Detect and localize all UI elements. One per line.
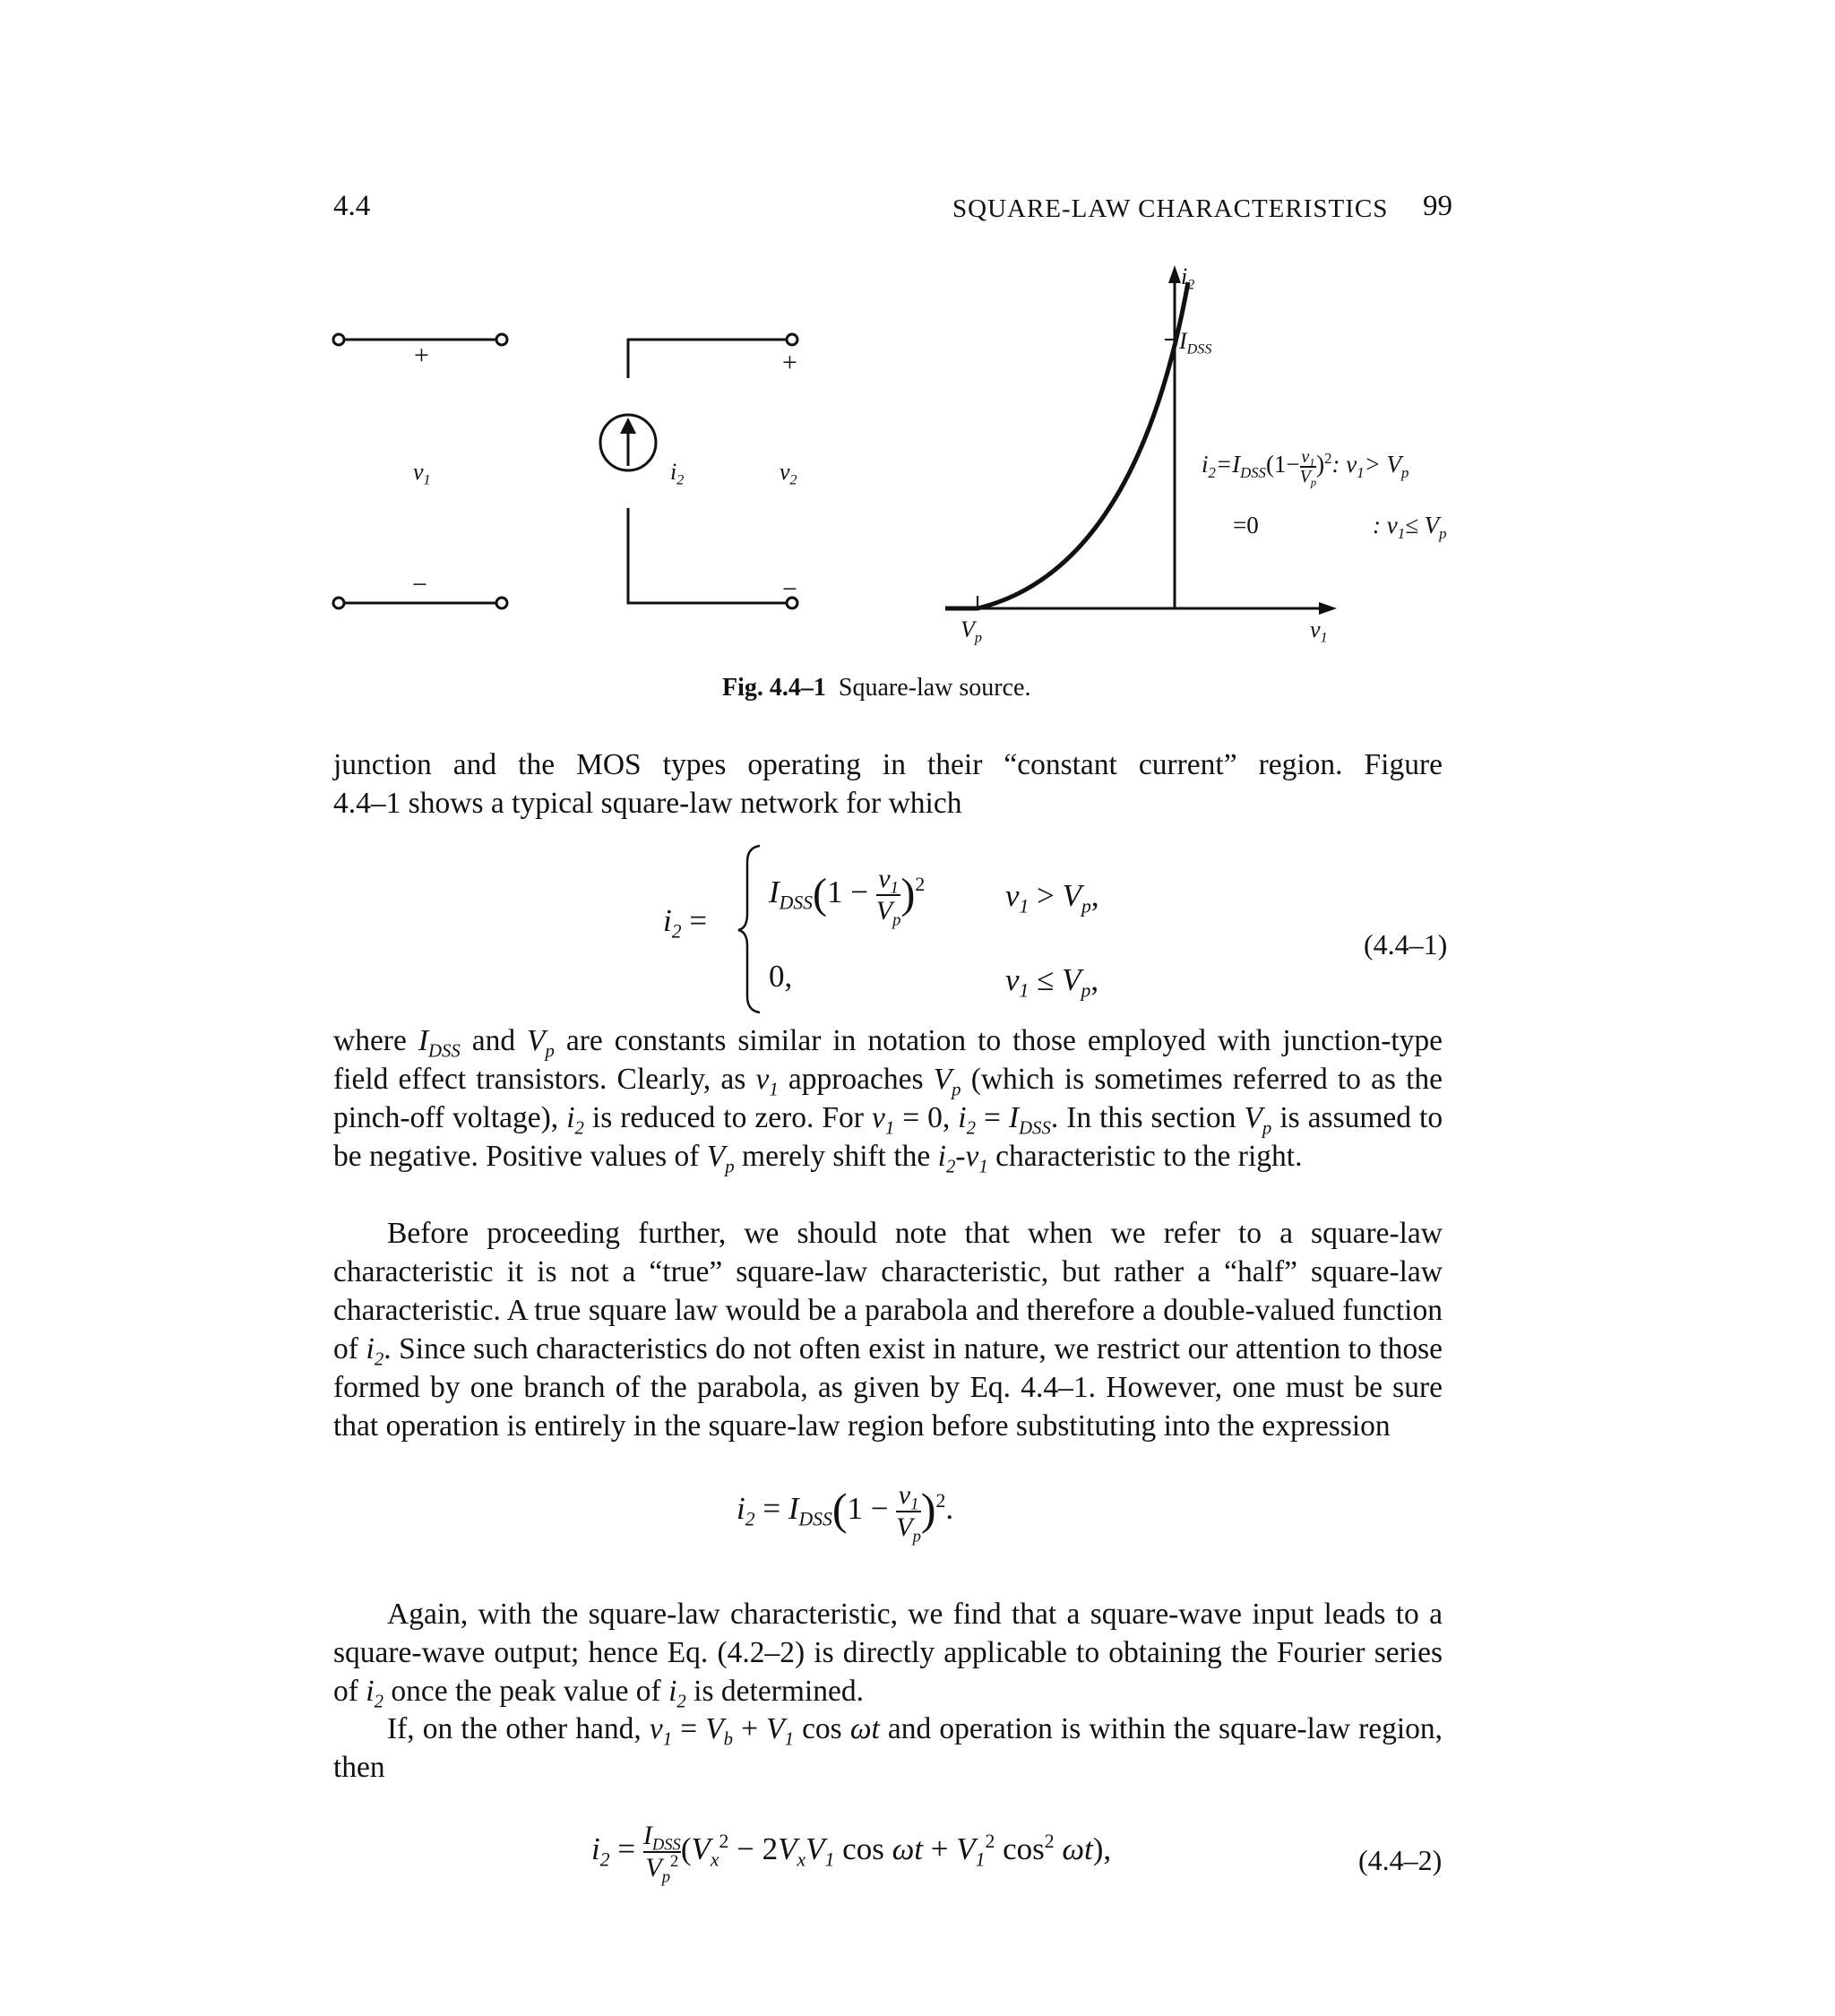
figure-square-law-source xyxy=(0,0,1835,681)
label-idss: $I_{DSS}$ xyxy=(1179,328,1212,358)
equation-square-law: $i_2 = I_{DSS}(1$ − $\frac{v_1}{V_p}$ )$^2$. xyxy=(737,1480,954,1546)
output-minus-sign: − xyxy=(782,574,797,604)
equation-4-4-1: $i_2$ = $I_{DSS}(1$ − $\frac{v_1}{V_p}$ )$^2$ $v_1 > V_p$, 0, $v_1 \le V_p$, xyxy=(663,833,1165,1012)
running-title: SQUARE-LAW CHARACTERISTICS xyxy=(952,194,1389,223)
label-v1: $v_1$ xyxy=(413,459,431,488)
figure-caption xyxy=(722,674,1030,702)
equation-brace xyxy=(737,844,763,1014)
input-minus-sign: − xyxy=(412,570,427,599)
terminal-out-top xyxy=(787,334,797,345)
x-axis-arrow-head xyxy=(1319,602,1337,615)
terminal-in-bottom-left xyxy=(333,598,344,608)
y-axis-arrow-head xyxy=(1168,265,1181,283)
figure-law-case2: =0 xyxy=(1233,512,1259,538)
equation-number-4-4-2: (4.4–2) xyxy=(1358,1844,1443,1876)
equation-4-4-2: $i_2$ = $I_{DSS}$ $V_p^2$ ($V_x^2 - 2V_xV_1$ $\cos \omega t + V_1^2$ $\cos^2 \omega t$), xyxy=(591,1821,1112,1887)
label-vp: $V_p$ xyxy=(961,616,982,646)
input-plus-sign: + xyxy=(414,340,429,370)
equation-case-zero: 0, xyxy=(769,959,793,994)
caption-label: Fig. 4.4–1 xyxy=(722,674,826,702)
paragraph-half-square-law: Before proceeding further, we should note that when we refer to a square-law characteristic it is not a “true” square-law characteristic, but rather a “half” square-law characteristic. A true square law would be a parabola and therefore a double-valued function of $i_2$. Since such characteristics do not often exist in nature, we restrict our attention to those formed by one branch of the parabola, as given by Eq. 4.4–1. However, one must be sure that operation is entirely in the square-law region before substituting into the expression xyxy=(333,1217,1443,1443)
paragraph-intro xyxy=(333,745,1443,823)
axis-label-i2: $i_2$ xyxy=(1181,263,1195,293)
paragraph-definitions: where $I_{DSS}$ and $V_p$ are constants similar in notation to those employed with junction-type field effect transistors. Clearly, as $v_1$ approaches $V_p$ (which is sometimes referred to as the pinch-off voltage), $i_2$ is reduced to zero. For $v_1 = 0$, $i_2 = I_{DSS}$. In this section $V_p$ is assumed to be negative. Positive values of $V_p$ merely shift the $i_2-v_1$ characteristic to the right. xyxy=(333,1024,1443,1177)
terminal-in-top-right xyxy=(496,334,507,345)
output-plus-sign: + xyxy=(782,348,797,377)
intro-line-2: 4.4–1 shows a typical square-law network for which xyxy=(333,787,962,820)
paragraph-cosine-input: If, on the other hand, $v_1 = V_b + V_1$ cos ωt and operation is within the square-law region, then xyxy=(333,1712,1443,1784)
label-v2: $v_2$ xyxy=(780,459,797,488)
source-bottom-wire xyxy=(628,508,787,603)
figure-law-case2-condition: : $v_1\le V_p$ xyxy=(1373,512,1447,542)
label-i2: $i_2$ xyxy=(670,459,685,488)
source-top-wire xyxy=(628,340,787,378)
square-law-curve xyxy=(945,282,1188,608)
page-number: 99 xyxy=(1423,190,1452,222)
caption-text: Square-law source. xyxy=(838,674,1031,702)
figure-law-formula: $i_2=I_{DSS}(1-$ $\frac{v_1}{V_p}$ )$^2$: $v_1> V_p$ xyxy=(1202,447,1409,489)
section-number: 4.4 xyxy=(333,190,371,222)
equation-number-4-4-1: (4.4–1) xyxy=(1364,928,1448,961)
terminal-in-top-left xyxy=(333,334,344,345)
terminal-in-bottom-right xyxy=(496,598,507,608)
paragraph-square-wave: Again, with the square-law characteristic, we find that a square-wave input leads to a square-wave output; hence Eq. (4.2–2) is directly applicable to obtaining the Fourier series of $i_2$ once the peak value of $i_2$ is determined. xyxy=(333,1598,1443,1712)
axis-label-v1: $v_1$ xyxy=(1310,616,1328,646)
intro-line-1: junction and the MOS types operating in their “constant current” region. Figure xyxy=(333,748,1443,781)
current-source-arrow-head xyxy=(620,418,636,434)
